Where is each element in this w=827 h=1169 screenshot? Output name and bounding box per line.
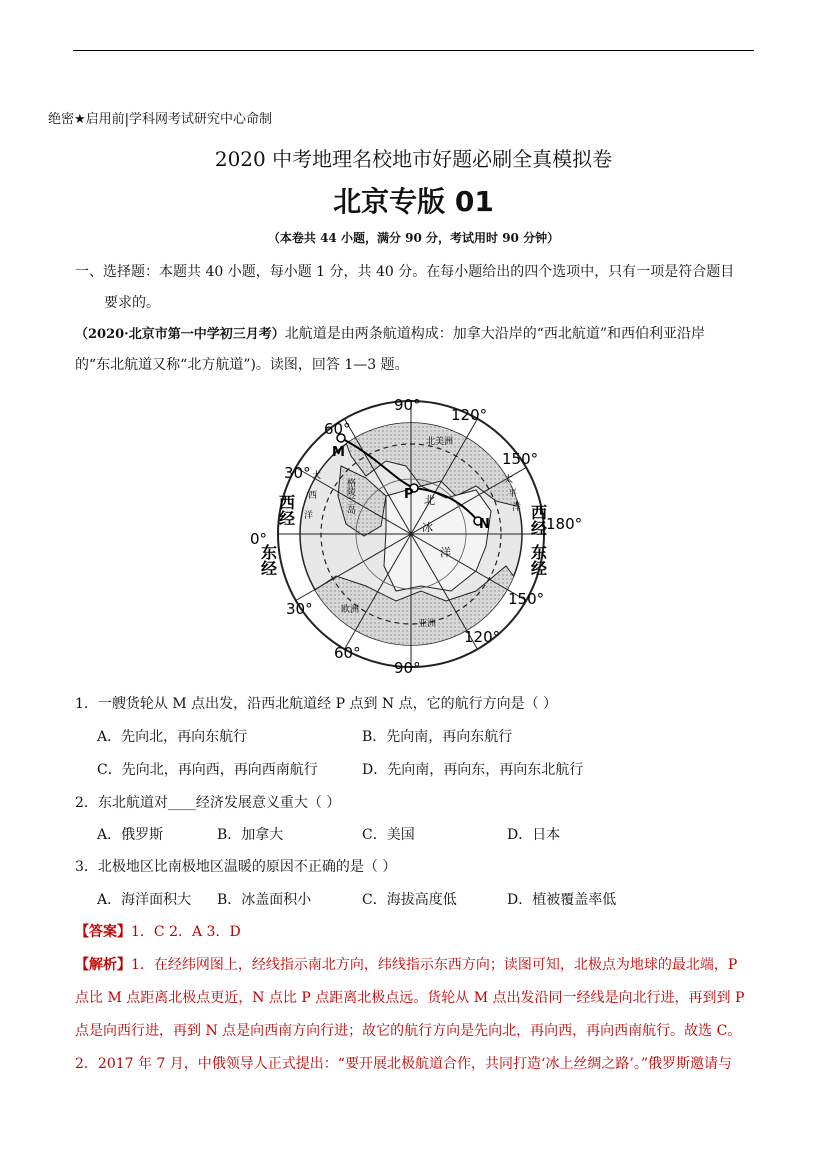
arctic-map-figure	[246, 386, 586, 678]
analysis-line3: 点是向西行进，再到 N 点是向西南方向行进；故它的航行方向是先向北，再向西，再向西南航行。故选 C。	[75, 1023, 742, 1039]
label-point-p: P	[404, 487, 414, 502]
label-arctic-north: 北	[424, 494, 435, 507]
label-60-top: 60°	[324, 420, 351, 438]
label-120-bottom: 120°	[464, 628, 501, 646]
q1-option-c: C．先向北，再向西，再向西南航行	[97, 762, 318, 778]
label-arctic-ice: 冰	[422, 521, 433, 534]
intro-line2: 的“东北航道又称“北方航道”)。读图，回答 1—3 题。	[75, 357, 409, 373]
label-150-bottom-right: 150°	[508, 590, 545, 608]
answer-text: 1．C 2．A 3．D	[131, 924, 241, 940]
label-north-america: 北美洲	[426, 437, 454, 447]
q3-option-d: D．植被覆盖率低	[507, 892, 617, 908]
label-120-top: 120°	[451, 406, 488, 424]
label-pacific-3: 洋	[512, 503, 522, 513]
q2-option-c: C．美国	[362, 827, 415, 843]
label-atlantic-2: 西	[308, 491, 318, 501]
q2-option-b: B．加拿大	[217, 827, 284, 843]
answer-label: 【答案】	[75, 924, 131, 940]
label-east-longitude-left: 东经	[258, 544, 278, 576]
label-pacific-1: 太	[504, 475, 514, 485]
label-west-longitude-right: 西经	[528, 504, 548, 536]
label-150-right: 150°	[502, 450, 539, 468]
analysis-line2: 点比 M 点距离北极点更近，N 点比 P 点距离北极点远。货轮从 M 点出发沿同一经线是向北行进，再到到 P	[75, 990, 745, 1006]
answer-line	[75, 921, 241, 941]
exam-note: （本卷共 44 小题，满分 90 分，考试用时 90 分钟）	[267, 231, 560, 245]
section-heading-line2: 要求的。	[104, 295, 160, 311]
intro-line1	[75, 323, 705, 343]
q1-option-d: D．先向南，再向东，再向东北航行	[362, 762, 584, 778]
label-30-bottom-left: 30°	[286, 600, 313, 618]
q3-option-b: B．冰盖面积小	[217, 892, 312, 908]
label-asia: 亚洲	[418, 619, 437, 629]
q1-option-b: B．先向南，再向东航行	[362, 729, 513, 745]
analysis-line1-text: 1．在经纬网图上，经线指示南北方向，纬线指示东西方向；读图可知，北极点为地球的最北端，P	[131, 957, 738, 973]
q3-stem: 3．北极地区比南极地区温暖的原因不正确的是（ ）	[75, 859, 397, 875]
header-rule	[73, 50, 754, 51]
secret-line: 绝密★启用前|学科网考试研究中心命制	[48, 112, 273, 127]
analysis-line1	[75, 954, 737, 974]
q3-option-c: C．海拔高度低	[362, 892, 457, 908]
label-90-top: 90°	[394, 396, 421, 414]
label-east-longitude-right: 东经	[528, 544, 548, 576]
exam-subtitle: 北京专版 01	[333, 185, 494, 218]
label-pacific-2: 平	[508, 489, 518, 499]
analysis-line4: 2．2017 年 7 月，中俄领导人正式提出：“要开展北极航道合作，共同打造‘冰上丝绸之路’。”俄罗斯邀请与	[75, 1056, 733, 1072]
intro-line1-text: 北航道是由两条航道构成：加拿大沿岸的“西北航道”和西伯利亚沿岸	[284, 326, 706, 342]
label-atlantic-1: 大	[312, 471, 322, 481]
label-point-m: M	[332, 445, 345, 460]
intro-source: （2020·北京市第一中学初三月考）	[75, 327, 285, 342]
label-180: 180°	[546, 515, 583, 533]
q1-stem: 1．一艘货轮从 M 点出发，沿西北航道经 P 点到 N 点，它的航行方向是（ ）	[75, 696, 558, 712]
label-0: 0°	[250, 530, 268, 548]
q3-option-a: A．海洋面积大	[97, 892, 192, 908]
label-60-bottom: 60°	[334, 644, 361, 662]
q2-option-d: D．日本	[507, 827, 561, 843]
label-30-left: 30°	[284, 464, 311, 482]
label-west-longitude-left: 西经	[276, 494, 296, 526]
q2-option-a: A．俄罗斯	[97, 827, 164, 843]
label-atlantic-3: 洋	[304, 511, 314, 521]
q1-option-a: A．先向北，再向东航行	[97, 729, 248, 745]
label-europe: 欧洲	[341, 605, 360, 615]
label-arctic-ocean: 洋	[440, 546, 451, 559]
q2-stem: 2．东北航道对____经济发展意义重大（ ）	[75, 795, 341, 811]
label-point-n: N	[479, 517, 490, 532]
label-90-bottom: 90°	[394, 659, 421, 677]
analysis-label: 【解析】	[75, 957, 131, 973]
section-heading-line1: 一、选择题：本题共 40 小题，每小题 1 分，共 40 分。在每小题给出的四个选项中，只有一项是符合题目	[75, 264, 735, 280]
label-greenland: 格陵兰岛	[345, 478, 355, 514]
exam-title: 2020 中考地理名校地市好题必刷全真模拟卷	[214, 147, 613, 171]
